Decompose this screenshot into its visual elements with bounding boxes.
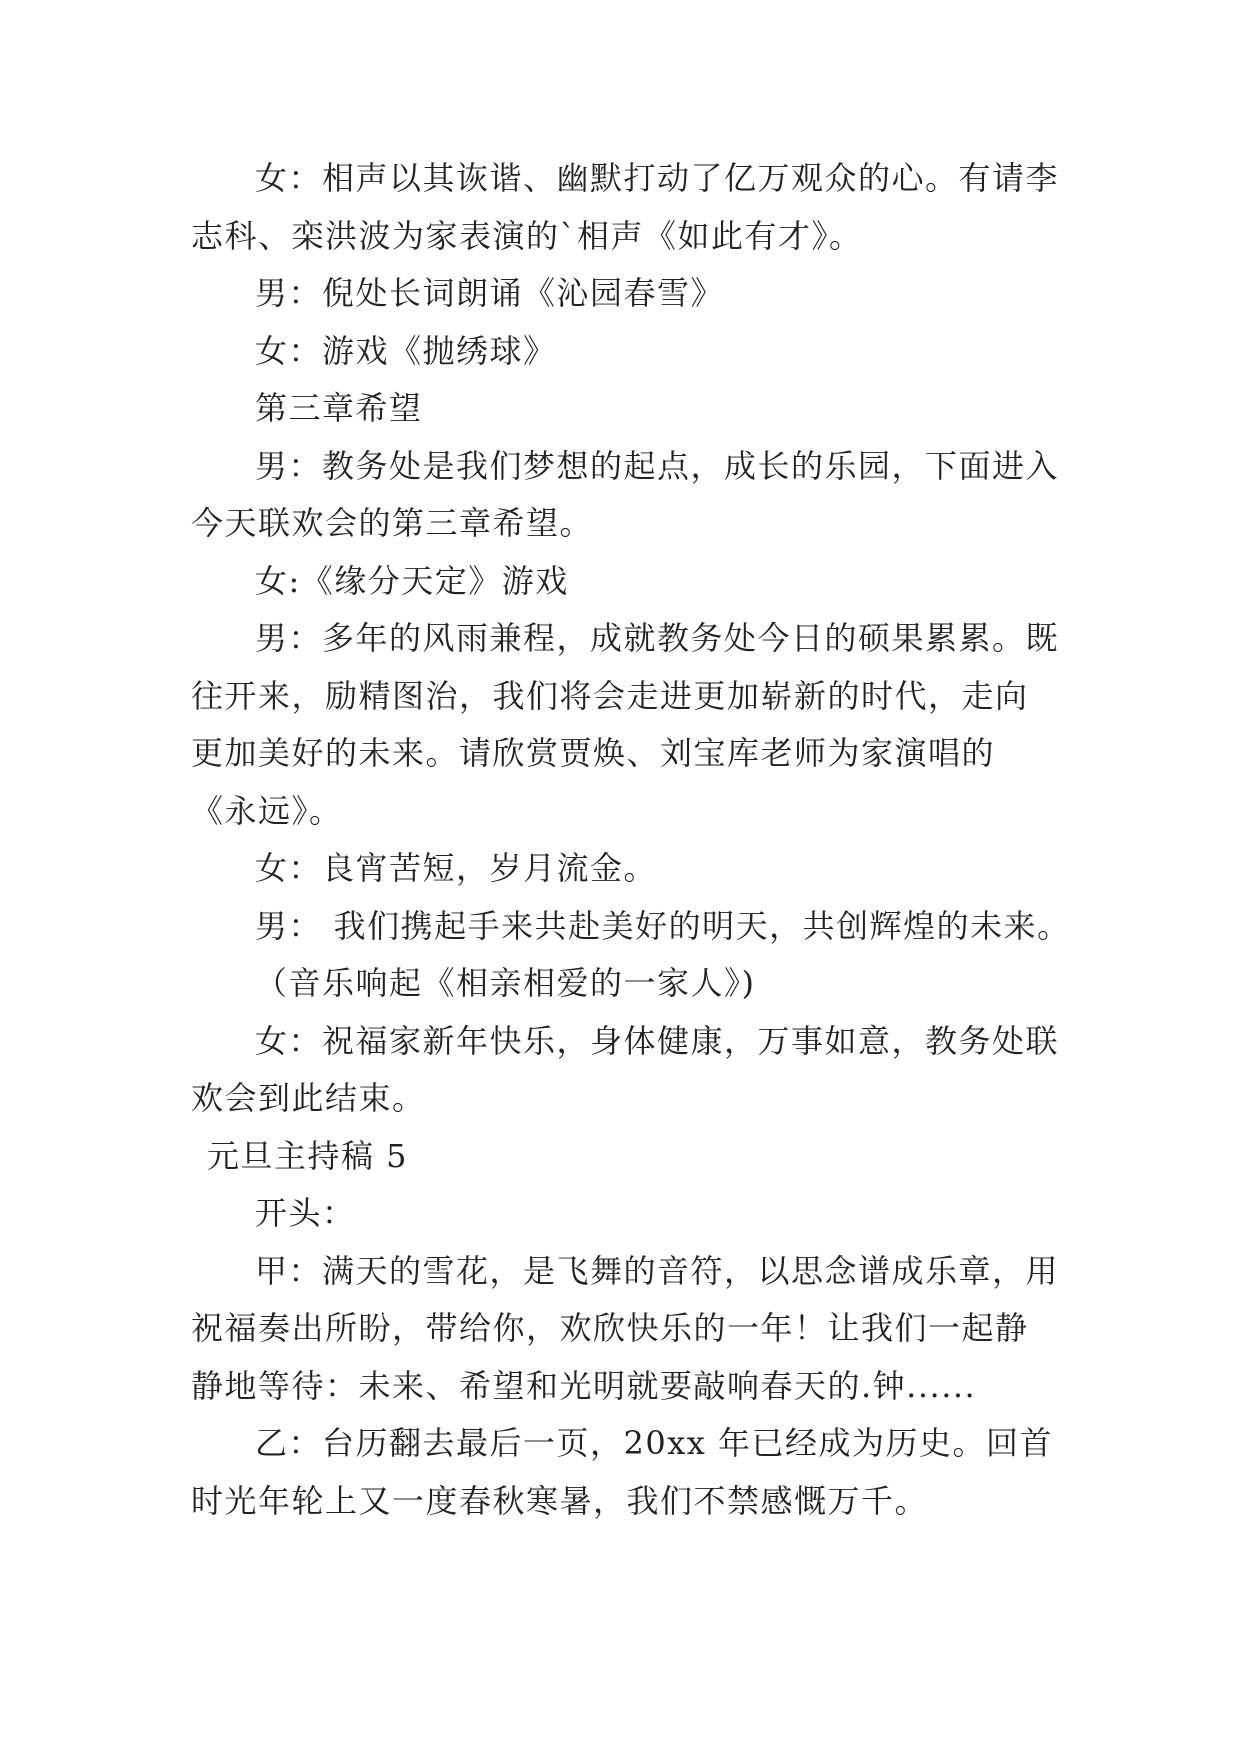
paragraph-music-cue: （音乐响起《相亲相爱的一家人》)	[255, 964, 756, 1002]
paragraph-poem-recital: 男：倪处长词朗诵《沁园春雪》	[255, 274, 725, 312]
paragraph-host-b-calendar: 乙：台历翻去最后一页，20xx 年已经成为历史。回首时光年轮上又一度春秋寒暑，我们不禁感慨万千。	[191, 1424, 1053, 1520]
paragraph-song-forever: 男：多年的风雨兼程，成就教务处今日的硕果累累。既往开来，励精图治，我们将会走进更加崭新的时代，走向更加美好的未来。请欣赏贾焕、刘宝库老师为家演唱的《永远》。	[191, 619, 1060, 830]
paragraph-hand-in-hand: 男： 我们携起手来共赴美好的明天，共创辉煌的未来。	[255, 906, 1071, 945]
paragraph-host-a-snowflakes: 甲：满天的雪花，是飞舞的音符，以思念谱成乐章，用祝福奏出所盼，带给你，欢欣快乐的一年！让我们一起静静地等待：未来、希望和光明就要敲响春天的.钟......	[191, 1251, 1060, 1405]
paragraph-opening-label: 开头：	[255, 1194, 356, 1232]
document-body	[191, 150, 1071, 1530]
section-title-host-script-5: 元旦主持稿 5	[207, 1136, 409, 1175]
paragraph-chapter-three-intro: 男：教务处是我们梦想的起点，成长的乐园，下面进入今天联欢会的第三章希望。	[191, 446, 1060, 542]
paragraph-short-night: 女：良宵苦短，岁月流金。	[255, 849, 658, 887]
chapter-heading-hope: 第三章希望	[255, 389, 423, 427]
paragraph-game-embroidered-ball: 女：游戏《抛绣球》	[255, 331, 557, 370]
paragraph-crosstalk-intro: 女：相声以其诙谐、幽默打动了亿万观众的心。有请李志科、栾洪波为家表演的`相声《如此有才》。	[191, 159, 1060, 255]
paragraph-destiny-game: 女:《缘分天定》游戏	[255, 561, 569, 600]
paragraph-closing-wishes: 女：祝福家新年快乐，身体健康，万事如意，教务处联欢会到此结束。	[191, 1021, 1060, 1117]
